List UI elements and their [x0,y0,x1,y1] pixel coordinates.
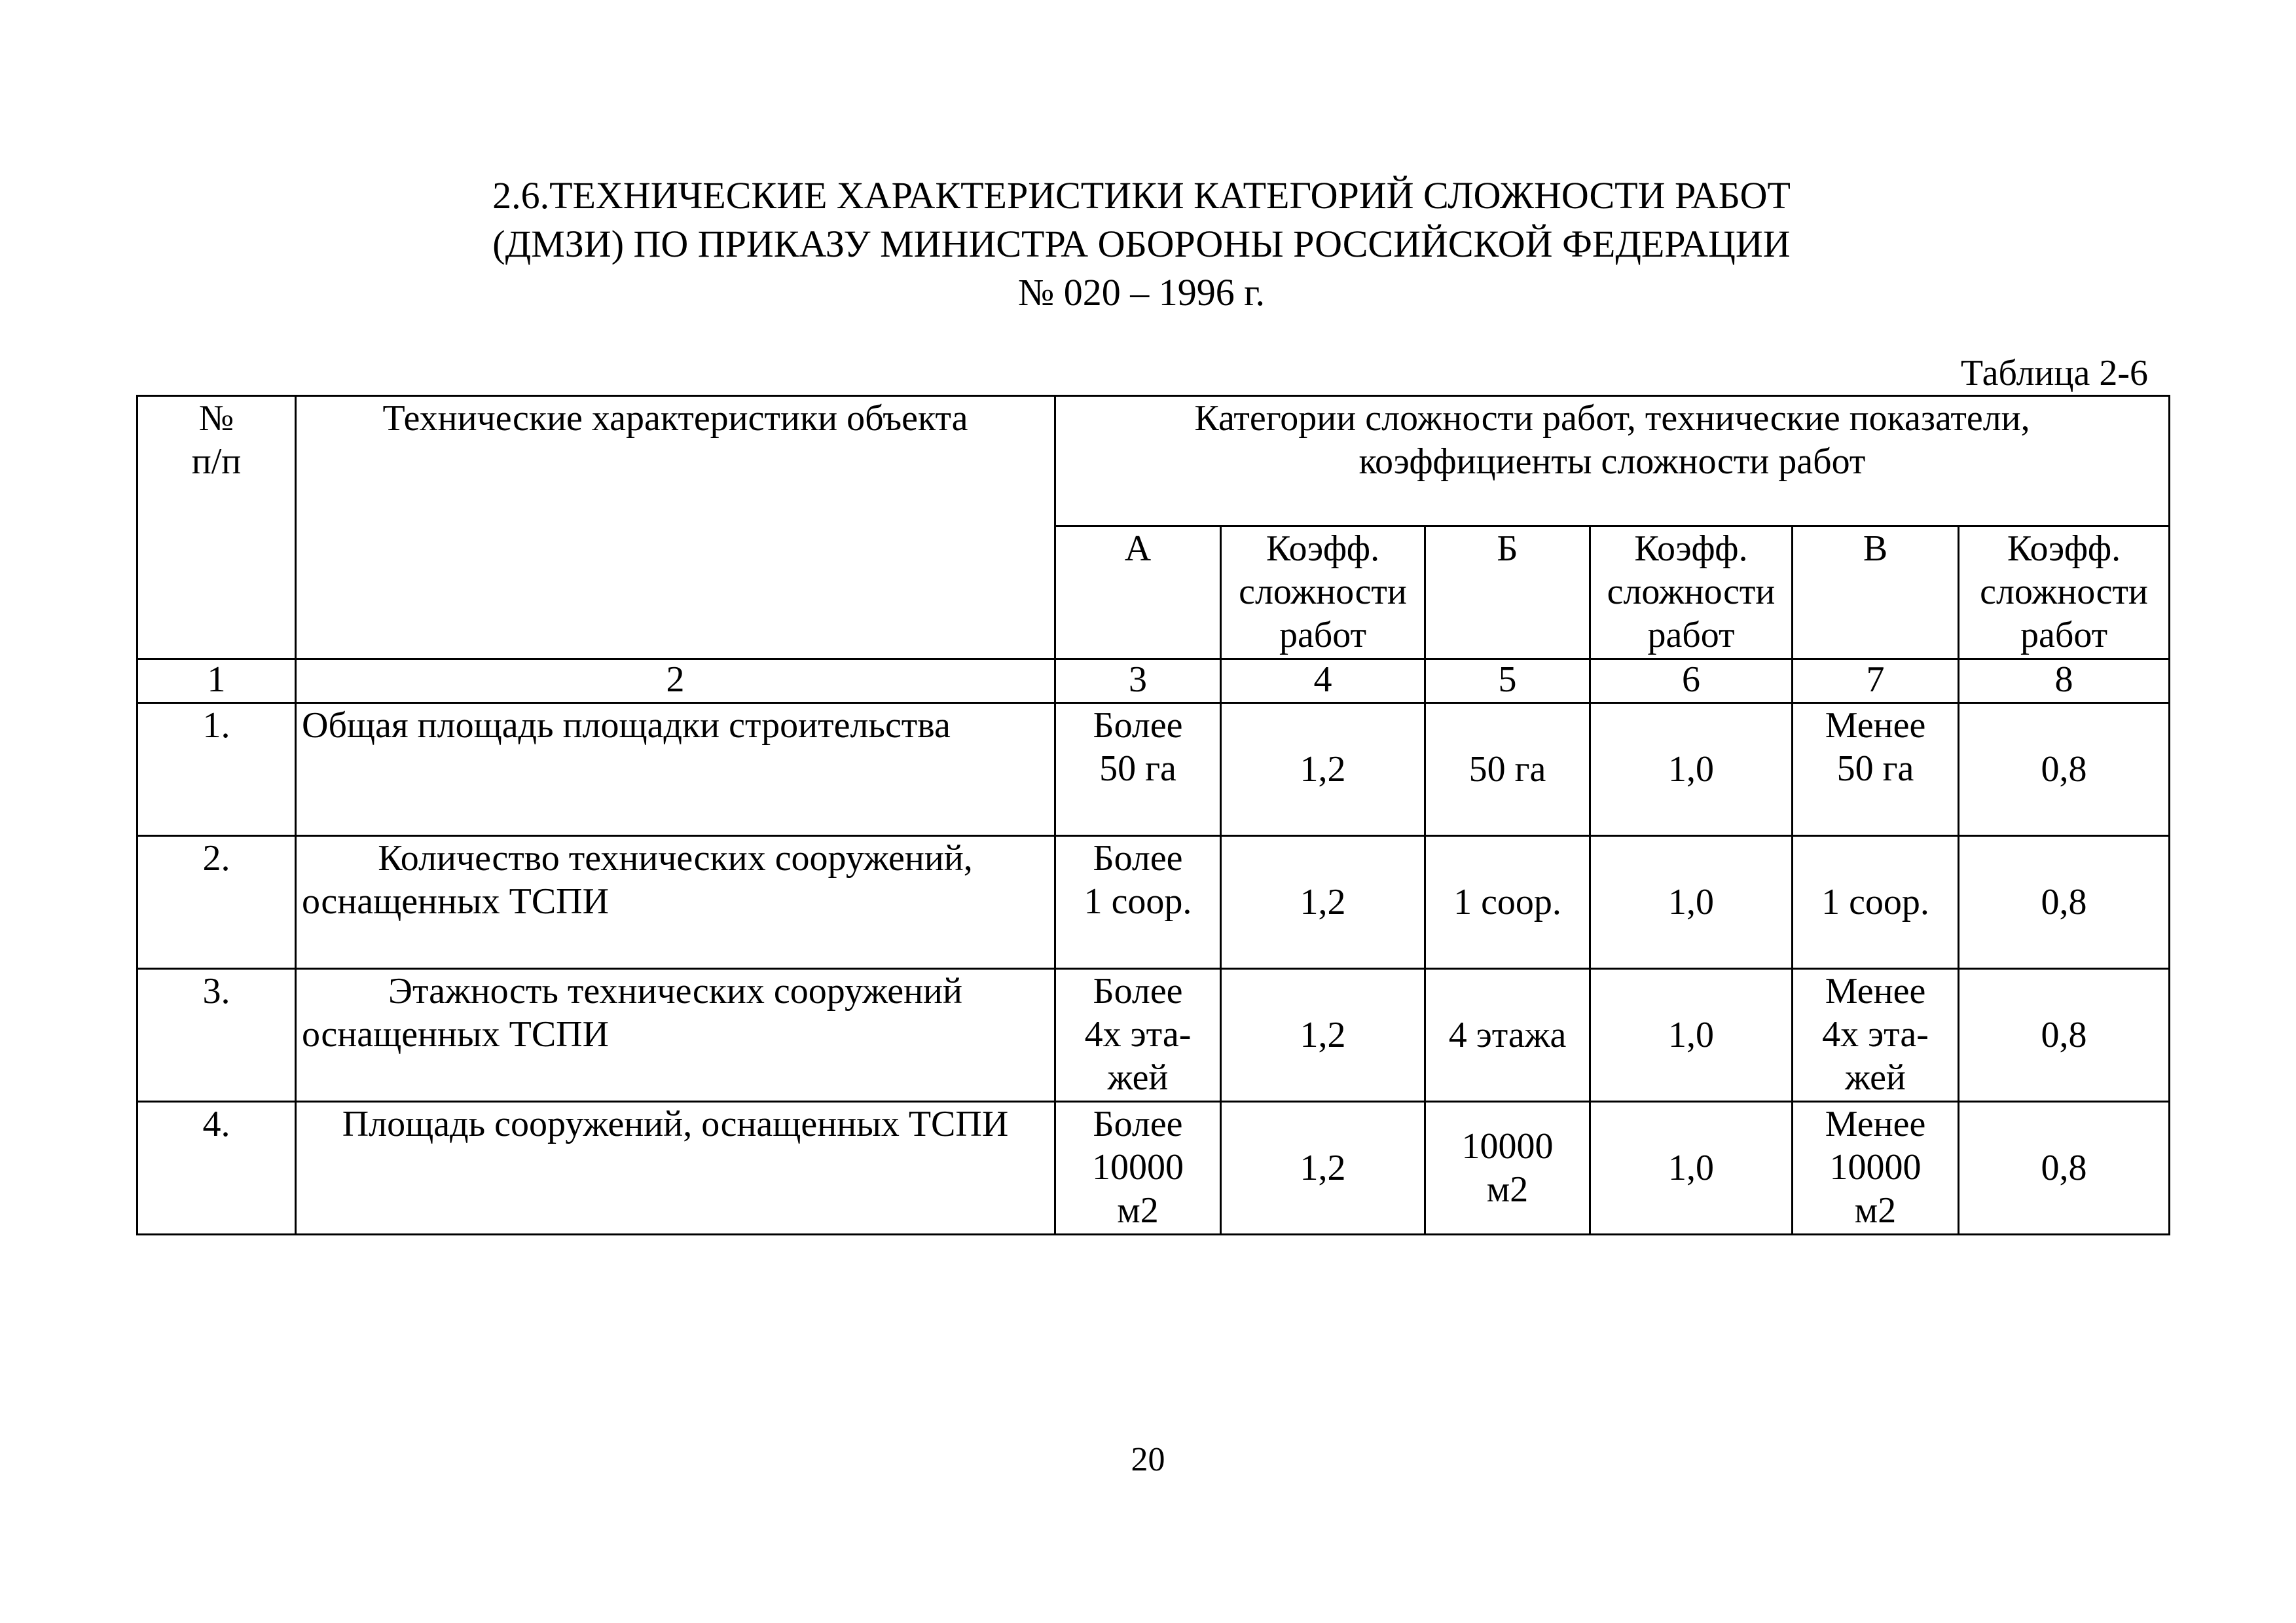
column-number: 3 [1055,659,1221,703]
coef-label-line-2: сложности [1980,572,2148,612]
row-number: 2. [137,836,296,969]
page-number: 20 [1131,1441,1165,1478]
coef-a-value: 1,2 [1221,703,1425,836]
table-row [137,703,2170,836]
category-v-value [1793,836,1959,969]
table-label: Таблица 2-6 [1960,353,2148,393]
row-description: Этажность технических сооружений оснащенных ТСПИ [296,969,1055,1102]
coef-label-line-3: работ [1647,615,1735,655]
header-num-label: п/п [191,441,242,482]
header-category-v: В [1793,526,1959,659]
header-category-b: Б [1425,526,1590,659]
row-number: 1. [137,703,296,836]
value-line: Менее [1825,971,1926,1012]
column-number: 1 [137,659,296,703]
title-line-3: № 020 – 1996 г. [1017,271,1266,314]
value-line: 1 соор. [1821,882,1929,922]
category-b-value [1425,836,1590,969]
coef-b-value: 1,0 [1590,703,1793,836]
header-categories-cell [1055,396,2170,526]
value-line: жей [1107,1057,1169,1098]
column-number: 8 [1959,659,2170,703]
category-a-value [1055,836,1221,969]
category-v-value [1793,1102,1959,1235]
value-line: Более [1093,838,1183,879]
column-number: 4 [1221,659,1425,703]
category-a-value [1055,969,1221,1102]
value-line: м2 [1486,1169,1529,1210]
category-a-value [1055,1102,1221,1235]
header-characteristics: Технические характеристики объекта [382,398,968,439]
coef-label-line-1: Коэфф. [1266,528,1380,569]
category-v-value [1793,969,1959,1102]
column-number: 2 [296,659,1055,703]
header-category-a: А [1055,526,1221,659]
column-number-row [137,659,2170,703]
category-b-value [1425,1102,1590,1235]
title-line-2: (ДМЗИ) ПО ПРИКАЗУ МИНИСТРА ОБОРОНЫ РОССИЙСКОЙ ФЕДЕРАЦИИ [492,223,1791,265]
value-line: Более [1093,1104,1183,1144]
value-line: 50 га [1468,749,1546,790]
document-title [0,172,2296,317]
value-line: м2 [1117,1190,1159,1231]
coef-label-line-1: Коэфф. [1634,528,1748,569]
header-coef-a [1221,526,1425,659]
table-row [137,836,2170,969]
value-line: 1 соор. [1084,881,1192,922]
coef-v-value: 0,8 [1959,703,2170,836]
coef-a-value: 1,2 [1221,969,1425,1102]
value-line: 4х эта- [1822,1014,1929,1055]
value-line: жей [1845,1057,1906,1098]
coef-label-line-3: работ [2020,615,2108,655]
header-coef-b [1590,526,1793,659]
row-description: Площадь сооружений, оснащенных ТСПИ [296,1102,1055,1235]
coef-a-value: 1,2 [1221,836,1425,969]
coef-label-line-1: Коэфф. [2007,528,2121,569]
characteristics-table [136,395,2170,1235]
header-num-cell [137,396,296,659]
coef-b-value: 1,0 [1590,1102,1793,1235]
value-line: 4х эта- [1084,1014,1192,1055]
header-characteristics-cell [296,396,1055,659]
header-categories-line-1: Категории сложности работ, технические показатели, [1194,398,2030,439]
row-description: Общая площадь площадки строительства [296,703,1055,836]
coef-v-value: 0,8 [1959,1102,2170,1235]
coef-v-value: 0,8 [1959,836,2170,969]
value-line: 10000 [1461,1126,1554,1167]
row-number: 4. [137,1102,296,1235]
table-row [137,969,2170,1102]
value-line: 50 га [1836,748,1914,789]
category-b-value [1425,969,1590,1102]
category-v-value [1793,703,1959,836]
category-b-value [1425,703,1590,836]
table-row [137,1102,2170,1235]
value-line: 4 этажа [1448,1015,1567,1055]
header-categories-line-2: коэффициенты сложности работ [1358,441,1866,482]
row-number: 3. [137,969,296,1102]
coef-a-value: 1,2 [1221,1102,1425,1235]
header-num-symbol: № [198,398,234,439]
value-line: 1 соор. [1453,882,1561,922]
value-line: м2 [1854,1190,1897,1231]
coef-b-value: 1,0 [1590,969,1793,1102]
value-line: 50 га [1099,748,1176,789]
coef-label-line-3: работ [1279,615,1367,655]
row-description: Количество технических сооружений, оснащенных ТСПИ [296,836,1055,969]
value-line: 10000 [1092,1147,1184,1188]
coef-label-line-2: сложности [1239,572,1407,612]
value-line: Менее [1825,1104,1926,1144]
header-coef-v [1959,526,2170,659]
header-row-top [137,396,2170,526]
value-line: 10000 [1829,1147,1922,1188]
coef-b-value: 1,0 [1590,836,1793,969]
coef-v-value: 0,8 [1959,969,2170,1102]
value-line: Более [1093,971,1183,1012]
value-line: Менее [1825,705,1926,746]
title-line-1: 2.6.ТЕХНИЧЕСКИЕ ХАРАКТЕРИСТИКИ КАТЕГОРИЙ СЛОЖНОСТИ РАБОТ [492,174,1791,217]
coef-label-line-2: сложности [1607,572,1776,612]
category-a-value [1055,703,1221,836]
column-number: 6 [1590,659,1793,703]
value-line: Более [1093,705,1183,746]
column-number: 7 [1793,659,1959,703]
column-number: 5 [1425,659,1590,703]
